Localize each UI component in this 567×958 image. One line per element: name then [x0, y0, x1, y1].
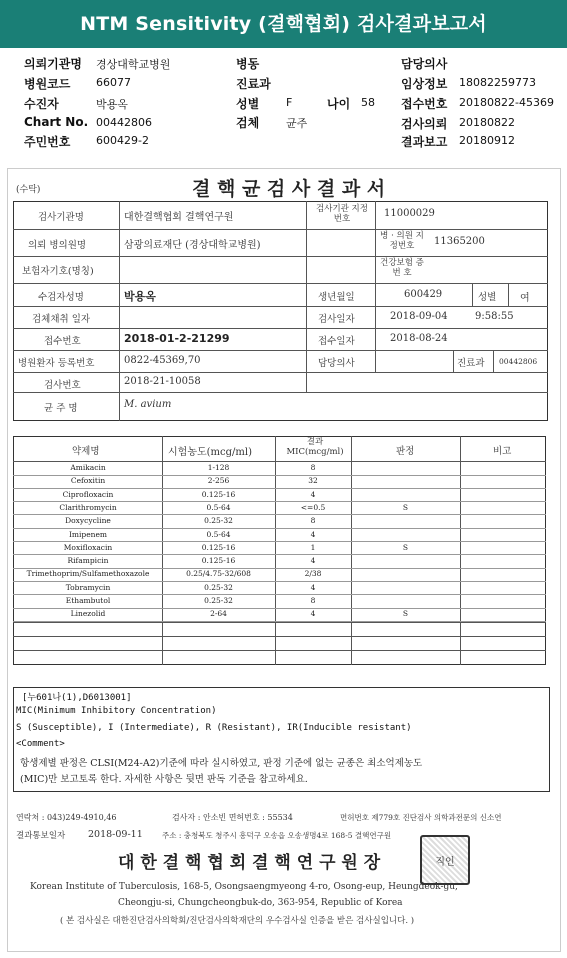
info-right-4: 결과보고 [401, 135, 448, 149]
hosp-code-value: 11365200 [434, 236, 485, 247]
drug-drug: Clarithromycin [59, 502, 117, 512]
footer-eng-2: Cheongju-si, Chungcheongbuk-do, 363-954, Republic of Korea [118, 898, 403, 908]
drug-judge: S [402, 502, 409, 512]
info-right-1-value: 18082259773 [459, 76, 536, 89]
birth-label: 생년월일 [318, 292, 355, 303]
drug-mic: <=0.5 [300, 502, 326, 512]
drug-row [14, 529, 545, 541]
drug-row [14, 489, 545, 501]
drug-mic: 4 [310, 609, 316, 619]
drug-conc: 1-128 [207, 463, 230, 472]
drug-conc: 0.25-32 [204, 582, 233, 592]
drug-conc: 0.25-32 [204, 596, 233, 605]
lab-code-value: 11000029 [384, 208, 435, 219]
footer-org: 대 한 결 핵 협 회 결 핵 연 구 원 장 [118, 853, 381, 873]
drug-drug: Doxycycline [65, 516, 111, 526]
drug-mic: 8 [310, 516, 316, 526]
drug-row [14, 542, 545, 554]
footer-note: ( 본 검사실은 대한진단검사의학회/진단검사의학재단의 우수검사실 인증을 받은 검사실입니다. ) [60, 916, 415, 926]
info-mid-1: 진료과 [236, 77, 271, 91]
drug-conc: 0.125-16 [201, 542, 236, 552]
patient-info-table [13, 201, 548, 421]
drug-conc: 0.25/4.75-32/608 [186, 569, 251, 579]
insurer-label: 보험자기호(명칭) [22, 266, 94, 277]
info-right-2: 접수번호 [401, 97, 448, 111]
drug-drug: Tobramycin [65, 582, 111, 592]
col-mic: 결과 MIC(mcg/ml) [286, 437, 344, 457]
hosp-label: 의뢰 병의원명 [28, 240, 87, 251]
footer-report-date: 2018-09-11 [88, 829, 143, 840]
footer-address: 주소 : 충청북도 청주시 흥덕구 오송읍 오송생명4로 168-5 결핵연구원 [162, 831, 392, 840]
info-right-3-value: 20180822 [459, 116, 515, 129]
official-seal-stamp: 직인 [420, 835, 470, 885]
sex-value: 여 [520, 293, 530, 304]
report-title: NTM Sensitivity (결핵협회) 검사결과보고서 [0, 0, 567, 48]
recv-no-label: 접수번호 [44, 336, 81, 347]
info-left-1-value: 66077 [96, 76, 131, 89]
test-date-label: 검사일자 [318, 314, 355, 325]
strain-value: M. avium [124, 399, 172, 410]
drug-conc: 2-256 [207, 476, 230, 486]
info-mid-2-value: F [286, 96, 293, 109]
drug-drug: Moxifloxacin [63, 542, 113, 552]
drug-mic: 4 [310, 489, 316, 499]
drug-row [14, 475, 545, 487]
drug-judge: S [402, 542, 409, 552]
drug-mic: 32 [308, 476, 318, 486]
notes-comment-1: 항생제별 판정은 CLSI(M24-A2)기준에 따라 실시하였고, 판정 기준에 없는 균종은 최소억제농도 [20, 758, 423, 769]
doc-tag: (수탁) [16, 185, 41, 195]
drug-row [14, 555, 545, 567]
drug-row [14, 595, 545, 607]
birth-value: 600429 [404, 289, 443, 300]
drug-mic: 1 [310, 542, 316, 552]
recv-date-value: 2018-08-24 [390, 333, 448, 344]
drug-conc: 0.5-64 [206, 529, 231, 539]
info-left-1: 병원코드 [24, 77, 71, 91]
col-conc: 시험농도(mcg/ml) [168, 447, 252, 458]
recv-date-label: 접수일자 [318, 336, 355, 347]
exam-no-label: 검사번호 [44, 380, 81, 391]
info-right-4-value: 20180912 [459, 134, 515, 147]
notes-comment-label: <Comment> [16, 739, 65, 749]
info-right-0: 담당의사 [401, 57, 448, 71]
drug-row [14, 462, 545, 474]
drug-conc: 0.5-64 [206, 502, 231, 512]
recv-no-value: 2018-01-2-21299 [124, 332, 230, 345]
info-right-2-value: 20180822-45369 [459, 96, 554, 109]
info-mid-3: 검체 [236, 116, 260, 130]
col-drug: 약제명 [72, 446, 100, 457]
dept-value: 00442806 [499, 357, 538, 366]
drug-mic: 4 [310, 529, 316, 539]
exam-no-value: 2018-21-10058 [124, 376, 201, 387]
info-age: 나이 [327, 97, 351, 111]
drug-mic: 4 [310, 582, 316, 592]
drug-mic: 8 [310, 463, 316, 472]
info-left-2-value: 박용옥 [96, 98, 128, 111]
notes-code: [누601나(1),D6013001] [22, 693, 132, 703]
strain-label: 균 주 명 [44, 403, 78, 414]
notes-mic: MIC(Minimum Inhibitory Concentration) [16, 706, 217, 716]
lab-code-label: 검사기관 지정번호 [316, 204, 368, 224]
drug-drug: Linezolid [70, 609, 106, 619]
info-left-4-value: 600429-2 [96, 134, 149, 147]
insurance-no-label: 건강보험 증 번 호 [380, 258, 424, 278]
info-mid-0: 병동 [236, 57, 260, 71]
drug-drug: Amikacin [70, 463, 106, 472]
drug-row [14, 515, 545, 527]
drug-mic: 2/38 [304, 569, 322, 579]
info-right-3: 검사의뢰 [401, 117, 448, 131]
lab-value: 대한결핵협회 결핵연구원 [124, 212, 234, 223]
drug-drug: Ciprofloxacin [62, 489, 114, 499]
test-time-value: 9:58:55 [475, 311, 514, 322]
col-judge: 판정 [396, 446, 415, 457]
test-date-value: 2018-09-04 [390, 311, 448, 322]
drug-conc: 0.25-32 [204, 516, 233, 526]
drug-drug: Imipenem [68, 529, 108, 539]
drug-row [14, 582, 545, 594]
drug-row [14, 608, 545, 620]
doc-title: 결 핵 균 검 사 결 과 서 [192, 178, 386, 200]
drug-drug: Trimethoprim/Sulfamethoxazole [26, 569, 150, 579]
drug-row [14, 502, 545, 514]
reg-value: 0822-45369,70 [124, 355, 201, 366]
drug-drug: Rifampicin [67, 556, 109, 566]
info-mid-2: 성별 [236, 97, 260, 111]
info-age-value: 58 [361, 96, 375, 109]
name-label: 수검자성명 [38, 292, 84, 303]
sex-label: 성별 [478, 292, 497, 303]
info-left-2: 수진자 [24, 97, 59, 111]
drug-mic: 4 [310, 556, 316, 566]
info-left-3-value: 00442806 [96, 116, 152, 129]
reg-label: 병원환자 등록번호 [18, 358, 95, 369]
drug-conc: 0.125-16 [201, 489, 236, 499]
notes-legend: S (Susceptible), I (Intermediate), R (Resistant), IR(Inducible resistant) [16, 723, 412, 733]
drug-conc: 2-64 [210, 609, 227, 619]
footer-eng-1: Korean Institute of Tuberculosis, 168-5, Osongsaengmyeong 4-ro, Osong-eup, Heungdeok-gu, [30, 882, 458, 892]
footer-report-label: 결과통보일자 [16, 831, 66, 841]
footer-inspector: 검사자 : 안소빈 면허번호 : 55534 [172, 813, 293, 822]
sample-date-label: 검체채취 일자 [32, 314, 91, 325]
drug-judge: S [402, 609, 409, 619]
info-mid-3-value: 균주 [286, 117, 308, 130]
footer-license: 면허번호 제779호 진단검사 의학과전문의 신소연 [340, 813, 502, 822]
col-remark: 비고 [493, 446, 512, 457]
hosp-code-label: 병 · 의원 지정번호 [380, 231, 424, 251]
name-value: 박용옥 [124, 290, 156, 303]
info-left-4: 주민번호 [24, 135, 71, 149]
hosp-value: 삼광의료재단 (경상대학교병원) [124, 240, 261, 251]
drug-conc: 0.125-16 [201, 556, 236, 566]
info-left-0: 의뢰기관명 [24, 57, 82, 71]
drug-row [14, 568, 545, 580]
drug-drug: Cefoxitin [70, 476, 106, 486]
drug-drug: Ethambutol [65, 596, 111, 605]
drug-mic: 8 [310, 596, 316, 605]
doctor-label: 담당의사 [318, 358, 355, 369]
notes-comment-2: (MIC)만 보고토록 한다. 자세한 사항은 뒷면 판독 기준을 참고하세요. [20, 774, 308, 785]
info-right-1: 임상정보 [401, 77, 448, 91]
dept-label: 진료과 [457, 358, 485, 369]
info-left-0-value: 경상대학교병원 [96, 58, 171, 71]
info-left-3: Chart No. [24, 115, 89, 129]
lab-label: 검사기관명 [38, 212, 84, 223]
footer-contact: 연락처 : 043)249-4910,46 [16, 813, 117, 822]
